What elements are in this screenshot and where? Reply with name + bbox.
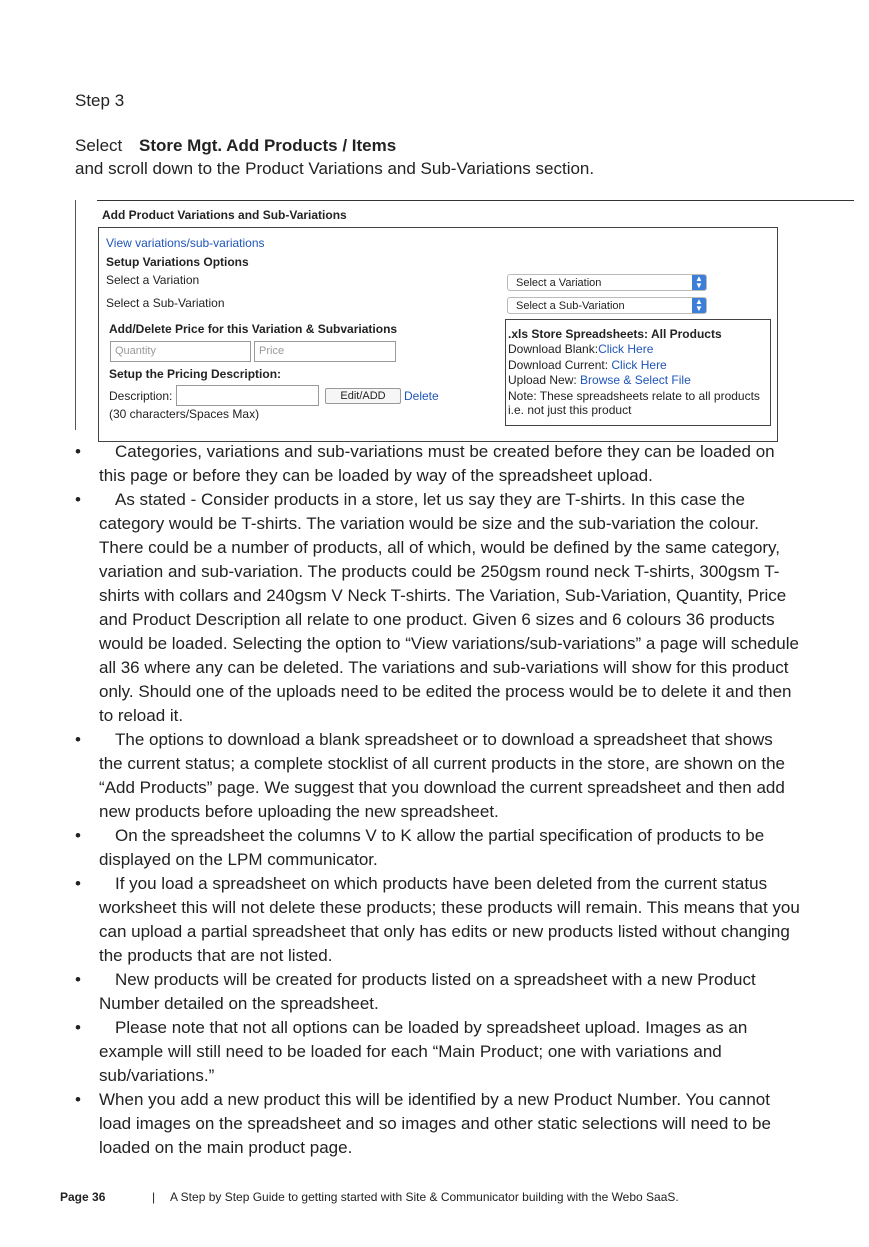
select-subvariation-label: Select a Sub-Variation bbox=[106, 296, 225, 310]
guide-title: A Step by Step Guide to getting started with Site & Communicator building with the Webo SaaS. bbox=[170, 1190, 679, 1204]
bullet-icon: • bbox=[75, 1090, 81, 1109]
bullet-text: If you load a spreadsheet on which products have been deleted from the current status worksheet this will not delete these products; these products will remain. This means that you can upload a partial spreadsheet that only has edits or new products listed without changing the products that are not listed. bbox=[99, 874, 800, 965]
bullet-icon: • bbox=[75, 490, 81, 509]
variations-form bbox=[98, 227, 778, 442]
page-footer bbox=[60, 1190, 679, 1204]
notes-list bbox=[75, 440, 800, 1160]
page-number: Page 36 bbox=[60, 1190, 106, 1204]
step-heading: Step 3 bbox=[75, 91, 125, 110]
variation-dropdown-value: Select a Variation bbox=[516, 277, 602, 289]
download-blank-label: Download Blank: bbox=[508, 342, 599, 356]
setup-heading: Setup Variations Options bbox=[106, 255, 249, 269]
description-input[interactable] bbox=[176, 385, 319, 406]
list-item bbox=[75, 968, 800, 1016]
list-item bbox=[75, 488, 800, 728]
price-input[interactable]: Price bbox=[254, 341, 396, 362]
list-item bbox=[75, 1016, 800, 1088]
bullet-text: When you add a new product this will be identified by a new Product Number. You cannot load images on the spreadsheet and so images and other static selections will need to be loaded on the main product page. bbox=[99, 1090, 771, 1157]
bullet-text: Categories, variations and sub-variations must be created before they can be loaded on this page or before they can be loaded by way of the spreadsheet upload. bbox=[99, 442, 775, 485]
bullet-text: The options to download a blank spreadsheet or to download a spreadsheet that shows the current status; a complete stocklist of all current products in the store, are shown on the “Add Products” page. We suggest that you download the current spreadsheet and then add new products before uploading the new spreadsheet. bbox=[99, 730, 786, 821]
upload-new-label: Upload New: bbox=[508, 373, 581, 387]
footer-separator: | bbox=[152, 1190, 156, 1204]
panel-top-line bbox=[97, 200, 854, 201]
bullet-text: On the spreadsheet the columns V to K allow the partial specification of products to be displayed on the LPM communicator. bbox=[99, 826, 765, 869]
list-item bbox=[75, 728, 800, 824]
dropdown-arrows-icon: ▲ ▼ bbox=[692, 275, 706, 290]
upload-new-row bbox=[508, 373, 691, 387]
download-current-label: Download Current: bbox=[508, 358, 612, 372]
download-blank-link[interactable]: Click Here bbox=[598, 342, 654, 356]
xls-spreadsheets-box bbox=[505, 319, 771, 426]
price-heading: Add/Delete Price for this Variation & Subvariations bbox=[109, 322, 398, 336]
bullet-text: New products will be created for products listed on a spreadsheet with a new Product Number detailed on the spreadsheet. bbox=[99, 970, 756, 1013]
download-current-link[interactable]: Click Here bbox=[611, 358, 667, 372]
bullet-text: As stated - Consider products in a store, let us say they are T-shirts. In this case the category would be T-shirts. The variation would be size and the sub-variation the colour. There could be a number of products, all of which, would be defined by the same category, variation and sub-variation. The products could be 250gsm round neck T-shirts, 300gsm T-shirts with collars and 240gsm V Neck T-shirts. The Variation, Sub-Variation, Quantity, Price and Product Description all relate to one product. Given 6 sizes and 6 colours 36 products would be loaded. Selecting the option to “View variations/sub-variations” a page will schedule all 36 where any can be deleted. The variations and sub-variations will show for this product only. Should one of the uploads need to be edited the process would be to delete it and then to reload it. bbox=[99, 490, 799, 725]
download-blank-row bbox=[508, 342, 653, 356]
list-item bbox=[75, 872, 800, 968]
list-item bbox=[75, 824, 800, 872]
xls-heading: .xls Store Spreadsheets: All Products bbox=[508, 327, 722, 341]
subvariation-dropdown-value: Select a Sub-Variation bbox=[516, 300, 625, 312]
panel-title: Add Product Variations and Sub-Variations bbox=[102, 208, 347, 222]
delete-link[interactable]: Delete bbox=[404, 389, 439, 403]
screenshot-panel bbox=[75, 200, 786, 430]
select-variation-label: Select a Variation bbox=[106, 273, 200, 287]
bullet-icon: • bbox=[75, 874, 81, 893]
bullet-icon: • bbox=[75, 970, 81, 989]
variation-dropdown[interactable] bbox=[507, 274, 707, 291]
bullet-icon: • bbox=[75, 826, 81, 845]
spreadsheet-note-line2: i.e. not just this product bbox=[508, 403, 632, 417]
dropdown-arrows-icon: ▲ ▼ bbox=[692, 298, 706, 313]
menu-path: Store Mgt. Add Products / Items bbox=[138, 136, 397, 155]
panel-left-border bbox=[75, 200, 76, 430]
bullet-icon: • bbox=[75, 1018, 81, 1037]
bullet-icon: • bbox=[75, 730, 81, 749]
list-item bbox=[75, 440, 800, 488]
scroll-instruction: and scroll down to the Product Variations and Sub-Variations section. bbox=[75, 159, 595, 178]
description-label: Description: bbox=[109, 389, 173, 403]
select-prefix: Select bbox=[75, 136, 123, 155]
spreadsheet-note-line1: Note: These spreadsheets relate to all products bbox=[508, 389, 760, 403]
download-current-row bbox=[508, 358, 667, 372]
bullet-text: Please note that not all options can be loaded by spreadsheet upload. Images as an example will still need to be loaded for each “Main Product; one with variations and sub/variations.” bbox=[99, 1018, 748, 1085]
quantity-input[interactable]: Quantity bbox=[110, 341, 251, 362]
bullet-icon: • bbox=[75, 442, 81, 461]
max-characters-note: (30 characters/Spaces Max) bbox=[109, 407, 260, 421]
subvariation-dropdown[interactable] bbox=[507, 297, 707, 314]
view-variations-link[interactable]: View variations/sub-variations bbox=[106, 236, 265, 250]
pricing-description-heading: Setup the Pricing Description: bbox=[109, 367, 282, 381]
edit-add-button[interactable]: Edit/ADD bbox=[325, 388, 401, 404]
browse-select-file-link[interactable]: Browse & Select File bbox=[580, 373, 691, 387]
select-instruction bbox=[75, 136, 396, 156]
list-item bbox=[75, 1088, 800, 1160]
